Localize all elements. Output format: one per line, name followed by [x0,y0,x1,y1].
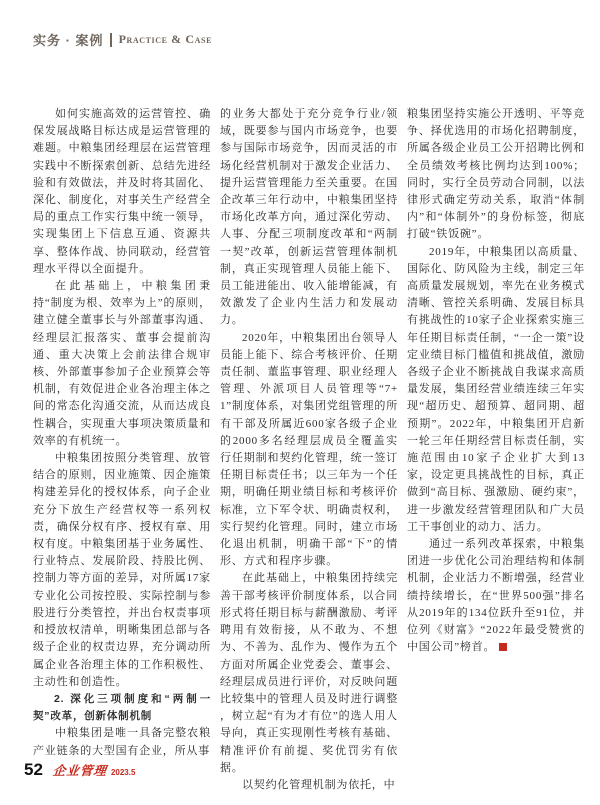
paragraph: 中粮集团按照分类管理、放管结合的原则，因业施策、因企施策构建差异化的授权体系，向子企业充分下放生产经营权等一系列权责，确保分权有序、授权有章、用权有度。中粮集团基于业务属性、行业特点、发展阶段、持股比例、控制力等方面的差异，对所属17家专业化公司按控股、实际控制与参股进行分类管控，并出台权责事项和授放权清单，明晰集团总部与各级子企业的权责边界，充分调动所属企业各治理主体的工作积极性、主动性和创造性。 [33,452,211,688]
text-column-2 [220,106,398,794]
paragraph: 粮集团坚持实施公开透明、平等竞争、择优选用的市场化招聘制度，所属各级企业员工公开招聘比例和全员绩效考核比例均达到100%；同时，实行全员劳动合同制，以法律形式确定劳动关系，取消“体制内”和“体制外”的身份标签，彻底打破“铁饭碗”。 [407,108,585,241]
paragraph: 以契约化管理机制为依托，中 [242,778,396,791]
section-label: 实务 · 案例 [33,33,104,48]
paragraph: 通过一系列改革探索，中粮集团进一步优化公司治理结构和体制机制，企业活力不断增强，经营业绩持续增长，在“世界500强”排名从2019年的134位跃升至91位，并位列《财富》“2022年最受赞赏的中国公司”榜首。 [407,538,585,654]
page-number: 52 [24,760,43,779]
issue-number: 2023.5 [110,768,136,777]
paragraph: 中粮集团是唯一具备完整农粮产业链条的大型国有企业，所从事 [33,727,211,757]
article-columns [33,106,585,794]
text-column-1 [33,106,211,794]
page-footer [24,760,135,780]
paragraph: 2019年，中粮集团以高质量、国际化、防风险为主线，制定三年高质量发展规划，率先在业务模式清晰、管控关系明确、发展目标具有挑战性的10家子企业探索实施三年任期目标责任制，“一企一策”设定业绩目标门槛值和挑战值，激励各级子企业不断挑战自我谋求高质量发展，集团经营业绩连续三年实现“超历史、超预算、超同期、超预期”。2022年，中粮集团开启新一轮三年任期经营目标责任制，实施范围由10家子企业扩大到13家，设定更具挑战性的目标，真正做到“高目标、强激励、硬约束”，进一步激发经营管理团队和广大员工干事创业的动力、活力。 [407,245,585,533]
article-end-mark-icon [499,643,507,651]
section-heading: 2. 深化三项制度和“两制一契”改革，创新体制机制 [33,692,211,723]
paragraph: 2020年，中粮集团出台领导人员能上能下、综合考核评价、任期责任制、董监事管理、职业经理人管理、外派项目人员管理等“7+1”制度体系，对集团党组管理的所有干部及所属近600家各级子企业的2000多名经理层成员全覆盖实行任期制和契约化管理，统一签订任期目标责任书；以三年为一个任期，明确任期业绩目标和考核评价标准，立下军令状、明确责权利，实行契约化管理。同时，建立市场化退出机制，明确干部“下”的情形、方式和程序步骤。 [220,331,398,568]
paragraph: 在此基础上，中粮集团持续完善干部考核评价制度体系，以合同形式将任期目标与薪酬激励、考评聘用有效衔接，从不敢为、不想为、不善为、乱作为、慢作为五个方面对所属企业党委会、董事会、经理层成员进行评价，对反映问题比较集中的管理人员及时进行调整 ，树立起“有为才有位”的选人用人导向，真正实现刚性考核有基础、精准评价有前提、奖优罚劣有依据。 [220,572,398,774]
paragraph: 在此基础上，中粮集团秉持“制度为根、效率为上”的原则，建立健全董事长与外部董事沟通、经理层汇报落实、董事会提前沟通、重大决策上会前法律合规审核、外部董事参加子企业预算会等机制，有效促进企业各治理主体之间的常态化沟通交流，从而达成良性耦合，实现重大事项决策质量和效率的有机统一。 [33,280,211,447]
text-column-3 [407,106,585,794]
page-header [33,30,212,49]
paragraph: 的业务大都处于充分竞争行业/领域，既要参与国内市场竞争，也要参与国际市场竞争，因而灵活的市场化经营机制对于激发企业活力、提升运营管理能力至关重要。在国企改革三年行动中，中粮集团坚持市场化改革方向，通过深化劳动、人事、分配三项制度改革和“两制一契”改革，创新运营管理体制机制，真正实现管理人员能上能下、员工能进能出、收入能增能减，有效激发了企业内生活力和发展动力。 [220,108,398,327]
paragraph: 如何实施高效的运营管控、确保发展战略目标达成是运营管理的难题。中粮集团经理层在运营管理实践中不断探索创新、总结先进经验和有效做法，并及时将其固化、深化、制度化，对事关生产经营全局的重点工作实行集中统一领导，实现集团上下信息互通、资源共享、整体作战、协同联动，经营管理水平得以全面提升。 [33,108,211,275]
magazine-logo: 企业管理 [52,764,108,778]
header-divider [110,33,112,47]
section-label-en: Practice & Case [118,32,213,46]
